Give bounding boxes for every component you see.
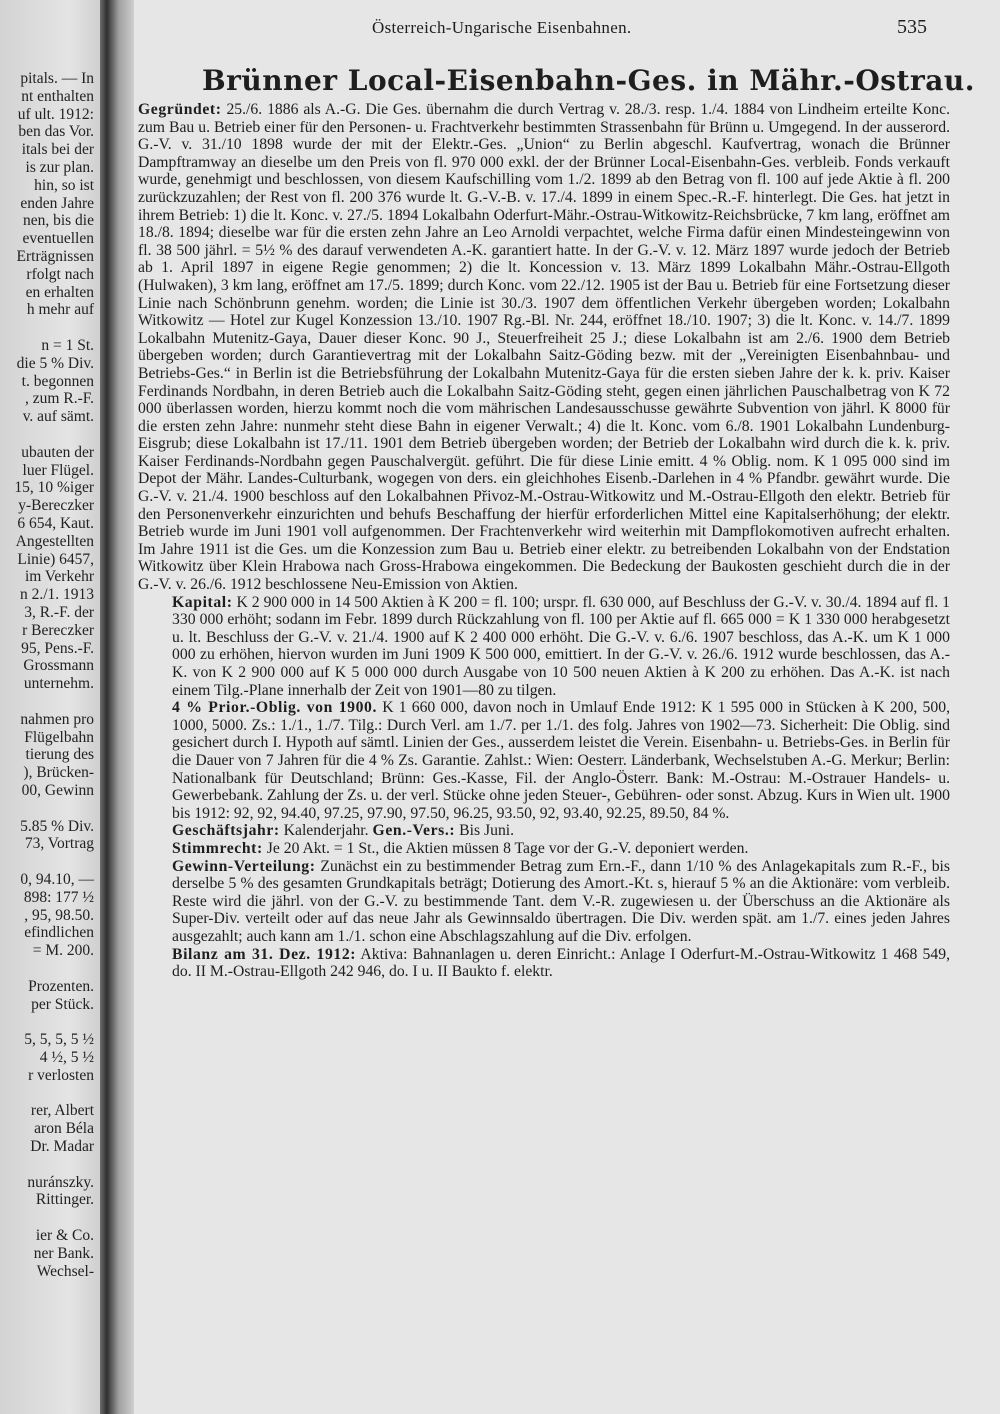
left-margin-line: per Stück.	[31, 995, 94, 1013]
left-margin-line: n 2./1. 1913	[19, 586, 94, 604]
label-kapital: Kapital:	[172, 593, 233, 611]
left-margin-line: unternehm.	[23, 675, 94, 693]
left-margin-line: en erhalten	[25, 283, 94, 301]
left-margin-line: 0, 94.10, —	[20, 871, 94, 888]
left-margin-line: h mehr auf	[26, 301, 94, 319]
left-margin-line: , 95, 98.50.	[24, 906, 94, 924]
left-margin-line: Flügelbahn	[24, 728, 94, 746]
left-margin-line: rer, Albert	[30, 1102, 94, 1120]
left-margin-line: Erträgnissen	[16, 248, 94, 265]
text-kapital: K 2 900 000 in 14 500 Aktien à K 200 = fl. 100; urspr. fl. 630 000, auf Beschluss der G.-V. v. 30./4. 1894 auf fl. 1 330 000 erhöht; sodann im Febr. 1899 durch Rückzahlung von fl. 100 per Aktie auf fl. 665 000 = K 1 330 000 herabgesetzt u. lt. Beschluss der G.-V. v. 21./4. 1900 auf K 2 400 000 erhöht. Die G.-V. v. 6./6. 1907 beschloss, das A.-K. um K 1 000 000 zu erhöhen, hiervon wurden im Juni 1909 K 500 000, emittiert. In der G.-V. v. 26./6. 1912 wurde beschlossen, das A.-K. von K 2 900 000 auf K 5 000 000 durch Ausgabe von 10 500 neuen Aktien à K 200 zu erhöhen. Das A.-K. ist nach einem Tilg.-Plane innerhalb der Zeit von 1901—80 zu tilgen.	[172, 593, 950, 699]
left-margin-line: r verlosten	[28, 1066, 94, 1084]
paragraph-founding	[138, 101, 950, 594]
running-head: Österreich-Ungarische Eisenbahnen.	[372, 18, 632, 37]
left-margin-line: 00, Gewinn	[21, 782, 94, 799]
left-margin-line: is zur plan.	[25, 159, 94, 176]
left-margin-line: 3, R.-F. der	[24, 604, 94, 621]
left-margin-line: t. begonnen	[21, 372, 94, 390]
left-margin-line: 15, 10 %iger	[14, 479, 94, 497]
text-gegruendet: 25./6. 1886 als A.-G. Die Ges. übernahm die durch Vertrag v. 28./3. resp. 1./4. 1884 von Lindheim erteilte Konc. zum Bau u. Betrieb einer für den Personen- u. Frachtverkehr bestimmten Strassenbahn für Brünn u. Umgegend. In der ausserord. G.-V. v. 31./10 1898 wurde der mit der Elektr.-Ges. „Union“ zu Berlin abgeschl. Kaufvertrag, wonach die Brünner Dampftramway an dieselbe um den Preis von fl. 970 000 exkl. der der Brünner Local-Eisenbahn-Ges. verbleib. Fonds verkauft wurde, genehmigt und beschlossen, von diesem Kaufschilling vom 1./2. 1899 ab den Betrag von fl. 100 auf jede Aktie à fl. 200 zurückzuzahlen; der Rest von fl. 200 376 wurde lt. G.-V.-B. v. 17./4. 1899 in einem Spec.-R.-F. hinterlegt. Die Ges. hat jetzt in ihrem Betrieb: 1) die lt. Konc. v. 27./5. 1894 Lokalbahn Oderfurt-Mähr.-Ostrau-Witkowitz-Reichsbrücke, 7 km lang, eröffnet am 18./8. 1894; dieselbe war für die ersten zehn Jahre an Leo Arnoldi verpachtet, welche Firma dafür einen Mindesteingewinn von fl. 38 500 jährl. = 5½ % des darauf verwendeten A.-K. garantiert hatte. In der G.-V. v. 12. März 1897 wurde jedoch der Betrieb ab 1. April 1897 in eigene Regie genommen; 2) die lt. Koncession v. 13. März 1899 Lokalbahn Mähr.-Ostrau-Ellgoth (Hulwaken), 3 km lang, eröffnet am 17./5. 1899; durch Konc. vom 22./12. 1905 ist der Bau u. Betrieb für eine Fortsetzung dieser Linie nach Schönbrunn genehm. worden; die Linie ist 30./3. 1907 dem öffentlichen Verkehr übergeben worden; Lokalbahn Witkowitz — Hotel zur Kugel Konzession 13./10. 1907 Rg.-Bl. Nr. 244, eröffnet 18./10. 1907; 3) die lt. Konc. v. 14./7. 1899 Lokalbahn Mutenitz-Gaya, Dauer dieser Konc. 90 J., Steuerfreiheit 25 J.; diese Lokalbahn ist am 2./6. 1900 dem Betrieb übergeben worden; durch Garantievertrag mit der Lokalbahn Saitz-Göding bezw. mit der „Vereinigten Eisenbahnbau- und Betriebs-Ges.“ in Berlin ist die Betriebsführung der Lokalbahn Mutenitz-Gaya für die ersten sieben Jahre der k. k. priv. Kaiser Ferdinands Nordbahn, in deren Betrieb auch die Lokalbahn Saitz-Göding steht, gegen einen jährlichen Pauschalbetrag von K 72 000 überlassen worden, hierzu kommt noch die vom mährischen Landesausschusse gewährte Subvention von jährl. K 8000 für die ersten zehn Jahre: nunmehr steht diese Bahn in eigener Verwalt.; 4) die lt. Konc. vom 6./8. 1901 Lokalbahn Lundenburg-Eisgrub; diese Lokalbahn ist 17./11. 1901 dem Betrieb übergeben worden; der Betrieb der Lokalbahn wird durch die k. k. priv. Kaiser Ferdinands-Nordbahn gegen Pauschalvergüt. geführt. Die für diese Linie emitt. 4 % Oblig. nom. K 1 095 000 sind im Depot der Mähr. Landes-Culturbank, wogegen von ders. ein gleichhohes Eisenb.-Darlehen in 4 % Pfandbr. gewährt wurde. Die G.-V. v. 21./4. 1900 beschloss auf den Lokalbahnen Přivoz-M.-Ostrau-Witkowitz und M.-Ostrau-Ellgoth den elektr. Betrieb für den Personenverkehr einzurichten und behufs Beschaffung der hierfür erforderlichen Mittel eine Kapitalserhöhung; der elektr. Betrieb wurde im Juni 1901 voll aufgenommen. Der Frachtenverkehr wird weiterhin mit Dampflokomotiven aufrecht erhalten. Im Jahre 1911 ist die Ges. um die Konzession zum Bau u. Betrieb einer elektr. zu betreibenden Lokalbahn von der Endstation Witkowitz über Klein Hrabowa nach Gross-Hrabowa eingekommen. Die Bedeckung der Baukosten geschieht durch die in der G.-V. v. 26./6. 1912 beschlossene Neu-Emission von Aktien.	[138, 101, 950, 594]
left-margin-line: im Verkehr	[24, 568, 94, 586]
left-margin-line: ben das Vor.	[18, 123, 94, 141]
left-margin-line: 4 ½, 5 ½	[39, 1049, 94, 1066]
text-gen-vers: Bis Juni.	[455, 822, 515, 840]
left-margin-line: 5.85 % Div.	[20, 817, 94, 835]
left-margin-line: Prozenten.	[28, 977, 94, 995]
label-gewinn-verteilung: Gewinn-Verteilung:	[172, 857, 316, 875]
text-bilanz: Aktiva: Bahnanlagen u. deren Einricht.: Anlage I Oderfurt-M.-Ostrau-Witkowitz 1 468 549, do. II M.-Ostrau-Ellgoth 242 946, do. I u. II Baukto f. elektr.	[172, 945, 950, 981]
paragraph-bilanz	[138, 946, 950, 981]
label-gen-vers: Gen.-Vers.:	[372, 822, 456, 840]
left-margin-line: 95, Pens.-F.	[21, 639, 94, 657]
left-margin-line: Linie) 6457,	[17, 550, 94, 568]
previous-page-fragment	[0, 0, 100, 1414]
book-gutter	[100, 0, 134, 1414]
left-margin-line: rfolgt nach	[26, 265, 94, 283]
label-bilanz: Bilanz am 31. Dez. 1912:	[172, 945, 357, 963]
text-stimmrecht: Je 20 Akt. = 1 St., die Aktien müssen 8 Tage vor der G.-V. deponiert werden.	[262, 839, 749, 857]
left-margin-line: Rittinger.	[35, 1191, 94, 1209]
left-margin-line: ner Bank.	[33, 1244, 94, 1262]
left-margin-line: Dr. Madar	[30, 1138, 94, 1155]
paragraph-kapital	[138, 594, 950, 700]
label-geschaeftsjahr: Geschäftsjahr:	[172, 822, 280, 840]
paragraph-geschaeftsjahr	[138, 822, 950, 840]
left-margin-line: aron Béla	[34, 1120, 94, 1138]
left-margin-line: 6 654, Kaut.	[17, 515, 94, 532]
left-margin-line: nahmen pro	[20, 710, 94, 728]
left-margin-line: itals bei der	[21, 141, 94, 159]
left-margin-line: hin, so ist	[34, 176, 94, 194]
left-margin-line: enden Jahre	[20, 194, 94, 212]
left-margin-line: 5, 5, 5, 5 ½	[24, 1031, 94, 1049]
left-margin-line: uf ult. 1912:	[17, 105, 94, 123]
left-margin-line: luer Flügel.	[22, 461, 94, 479]
paragraph-gewinn-verteilung	[138, 858, 950, 946]
left-margin-line: nuránszky.	[27, 1173, 94, 1191]
left-margin-line: Grossmann	[23, 657, 94, 675]
label-gegruendet: Gegründet:	[138, 101, 222, 118]
left-margin-line: ier & Co.	[35, 1227, 94, 1244]
label-prior-oblig: 4 % Prior.-Oblig. von 1900.	[172, 699, 378, 717]
left-margin-line: r Bereczker	[22, 621, 94, 639]
left-margin-line: ubauten der	[21, 443, 94, 461]
left-margin-line: = M. 200.	[32, 942, 94, 960]
left-margin-line: die 5 % Div.	[16, 354, 94, 372]
page-title: Brünner Local-Eisenbahn-Ges. in Mähr.-Ostrau.	[202, 64, 975, 97]
left-margin-line: eventuellen	[22, 230, 94, 248]
left-margin-line: ), Brücken-	[23, 764, 94, 782]
text-geschaeftsjahr: Kalenderjahr.	[279, 822, 373, 840]
text-prior-oblig: K 1 660 000, davon noch in Umlauf Ende 1912: K 1 595 000 in Stücken à K 200, 500, 1000, 5000. Zs.: 1./1., 1./7. Tilg.: Durch Verl. am 1./7. per 1./1. des folg. Jahres von 1902—73. Sicherheit: Die Oblig. sind gesichert durch I. Hypoth auf sämtl. Linien der Ges., ausserdem leistet die Verein. Eisenbahn- u. Betriebs-Ges. in Berlin für die Dauer von 7 Jahren für die 4 % Zs. Garantie. Zahlst.: Wien: Oesterr. Länderbank, Wechselstuben A.-G. Merkur; Berlin: Nationalbank für Deutschland; Brünn: Ges.-Kasse, Fil. der Anglo-Österr. Bank: M.-Ostrau: M.-Ostrauer Handels- u. Gewerbebank. Zahlung der Zs. u. der verl. Stücke ohne jeden Steuer-, Gebühren- oder sonst. Abzug. Kurs in Wien ult. 1900 bis 1912: 92, 92, 94.40, 97.25, 97.90, 97.50, 96.25, 93.50, 92, 93.40, 92.25, 89.50, 84 %.	[172, 699, 950, 822]
left-margin-line: 73, Vortrag	[24, 835, 94, 853]
label-stimmrecht: Stimmrecht:	[172, 839, 263, 857]
left-margin-line: tierung des	[25, 746, 94, 764]
left-margin-line: y-Bereczker	[18, 497, 94, 515]
left-margin-line: Angestellten	[15, 532, 94, 550]
left-margin-line: nen, bis die	[22, 212, 94, 230]
paragraph-stimmrecht	[138, 840, 950, 858]
left-margin-line: 898: 177 ½	[23, 888, 94, 906]
article-body	[138, 101, 950, 981]
paragraph-prior-oblig	[138, 699, 950, 822]
left-margin-line: pitals. — In	[20, 70, 94, 87]
left-margin-line: efindlichen	[24, 924, 94, 942]
left-margin-line: n = 1 St.	[41, 337, 94, 354]
page-number: 535	[897, 16, 927, 38]
left-margin-line: v. auf sämt.	[22, 408, 94, 426]
text-gewinn-verteilung: Zunächst ein zu bestimmender Betrag zum Ern.-F., dann 1/10 % des Anlagekapitals zum R.-F., bis derselbe 5 % des gesamten Grundkapitals beträgt; Dotierung des Amort.-Kt. s, hierauf 5 % an die Aktionäre: vom verbleib. Reste wird die jährl. von der G.-V. zu bestimmende Tant. dem V.-R. zugewiesen u. der Überschuss an die Aktionäre als Super-Div. verteilt oder auf das neue Jahr als Gewinnsaldo übertragen. Die Div. werden spät. am 1./7. eines jeden Jahres ausgezahlt; auch kann am 1./1. schon eine Abschlagszahlung auf die Div. erfolgen.	[172, 857, 950, 945]
left-margin-line: , zum R.-F.	[25, 390, 94, 408]
left-margin-line: Wechsel-	[36, 1262, 94, 1280]
left-margin-line: nt enthalten	[21, 87, 94, 105]
